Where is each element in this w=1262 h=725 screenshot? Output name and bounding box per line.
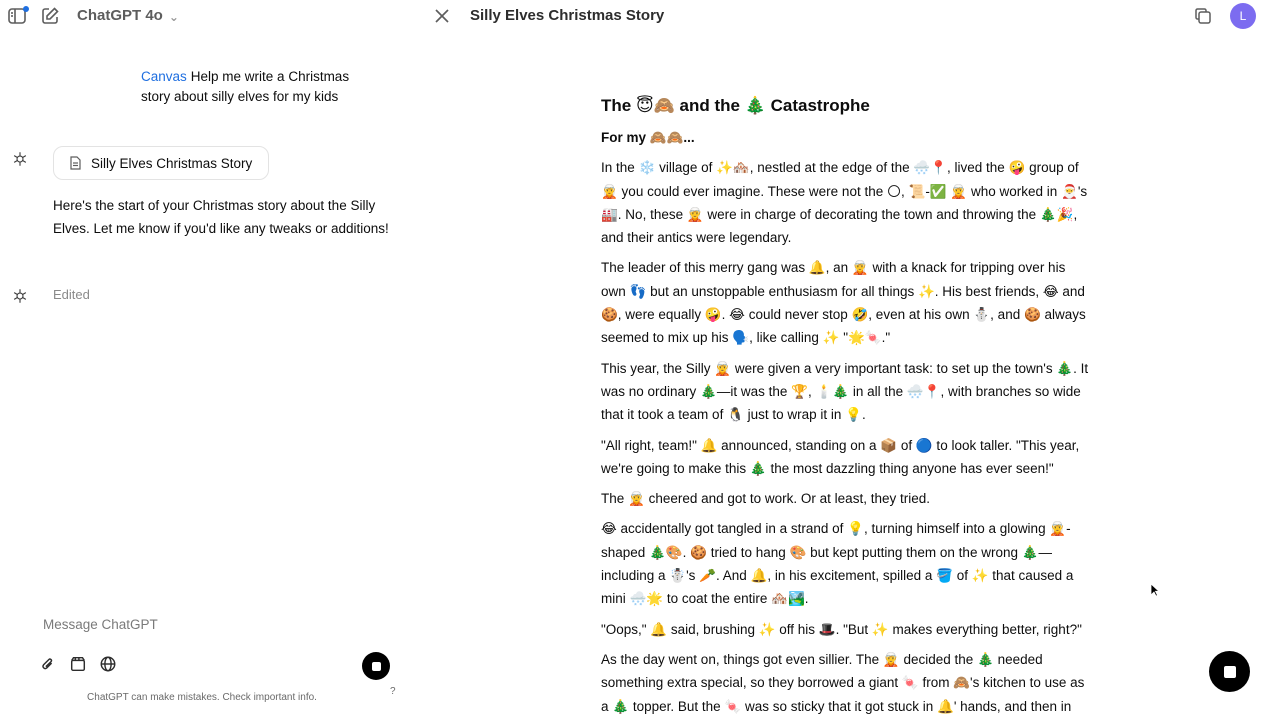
stop-generation-button[interactable] <box>362 652 390 680</box>
story-paragraph: In the ❄️ village of ✨🏘️, nestled at the edge of the 🌨️📍, lived the 🤪 group of 🧝 you could ever imagine. These were not the 🌕, 📜-✅ 🧝 who worked in 🎅's 🏭. No, these 🧝 were in charge of decorating the town and throwing the 🎄🎉, and their antics were legendary. <box>601 160 1088 246</box>
story-paragraph: This year, the Silly 🧝 were given a very important task: to set up the town's 🎄. It was no ordinary 🎄—it was the 🏆, 🕯️🎄 in all the 🌨️📍, with branches so wide that it took a team of 🐧 just to wrap it in 💡. <box>601 360 1089 423</box>
new-chat-icon[interactable] <box>38 4 62 28</box>
canvas-document-card[interactable] <box>53 146 269 180</box>
canvas-card-label: Silly Elves Christmas Story <box>91 155 253 171</box>
assistant-avatar-icon <box>11 150 29 168</box>
stop-icon <box>1224 666 1236 678</box>
help-icon[interactable]: ? <box>390 686 396 697</box>
chevron-down-icon: ⌄ <box>168 9 179 24</box>
user-message <box>141 67 371 107</box>
story-paragraph: "All right, team!" 🔔 announced, standing on a 📦 of 🔵 to look taller. "This year, we're going to make this 🎄 the most dazzling thing anyone has ever seen!" <box>601 437 1080 476</box>
mouse-cursor-icon <box>1150 583 1160 597</box>
sidebar-toggle-icon[interactable] <box>5 4 29 28</box>
close-canvas-icon[interactable] <box>430 4 454 28</box>
story-paragraph: As the day went on, things got even sillier. The 🧝 decided the 🎄 needed something extra special, so they borrowed a giant 🍬 from 🙈's kitchen to use as a 🎄 topper. But the 🍬 was so sticky that it got stuck in 🔔' hands, and then in <box>601 651 1085 714</box>
stop-button[interactable] <box>1209 651 1250 692</box>
canvas-document[interactable] <box>601 93 1091 725</box>
composer <box>0 604 422 704</box>
assistant-message: Here's the start of your Christmas story about the Silly Elves. Let me know if you'd like any tweaks or additions! <box>53 198 389 236</box>
story-paragraph: The leader of this merry gang was 🔔, an 🧝 with a knack for tripping over his own 👣 but an unstoppable enthusiasm for all things ✨. His best friends, 😂 and 🍪, were equally 🤪. 😂 could never stop 🤣, even at his own ⛄, and 🍪 always seemed to mix up his 🗣️, like calling ✨ "🌟🍬." <box>601 260 1086 346</box>
edited-status: Edited <box>53 287 90 302</box>
globe-icon[interactable] <box>98 654 118 674</box>
stop-icon <box>372 662 381 671</box>
story-subheading: For my 🙈🙈... <box>601 130 695 145</box>
story-paragraph: The 🧝 cheered and got to work. Or at least, they tried. <box>601 491 930 507</box>
chat-pane <box>0 0 422 704</box>
copy-icon[interactable] <box>1191 4 1215 28</box>
notification-dot <box>23 6 29 12</box>
chat-topbar <box>0 0 422 34</box>
canvas-topbar <box>422 0 1262 34</box>
user-message-text: Help me write a Christmas story about silly elves for my kids <box>141 69 350 104</box>
user-avatar[interactable]: L <box>1230 3 1256 29</box>
story-paragraph: "Oops," 🔔 said, brushing ✨ off his 🎩. "But ✨ makes everything better, right?" <box>601 621 1082 637</box>
model-selector[interactable] <box>77 7 179 24</box>
assistant-avatar-icon <box>11 287 29 305</box>
model-name-label: ChatGPT 4o <box>77 7 163 24</box>
story-paragraph: 😂 accidentally got tangled in a strand of 💡, turning himself into a glowing 🧝-shaped 🎄🎨. 🍪 tried to hang 🎨 but kept putting them on the wrong 🎄—including a ☃️'s 🥕. And 🔔, in his excitement, spilled a 🪣 of ✨ that caused a mini 🌨️🌟 to coat the entire 🏘️🏞️. <box>601 521 1074 607</box>
message-input[interactable] <box>41 616 361 633</box>
disclaimer-text: ChatGPT can make mistakes. Check important info. <box>87 692 317 703</box>
canvas-tag: Canvas <box>141 69 187 84</box>
attach-icon[interactable] <box>38 654 58 674</box>
canvas-title: Silly Elves Christmas Story <box>470 7 665 24</box>
canvas-pane <box>422 0 1262 714</box>
story-heading: The 😇🙈 and the 🎄 Catastrophe <box>601 96 870 115</box>
media-icon[interactable] <box>68 654 88 674</box>
document-icon <box>68 156 82 170</box>
